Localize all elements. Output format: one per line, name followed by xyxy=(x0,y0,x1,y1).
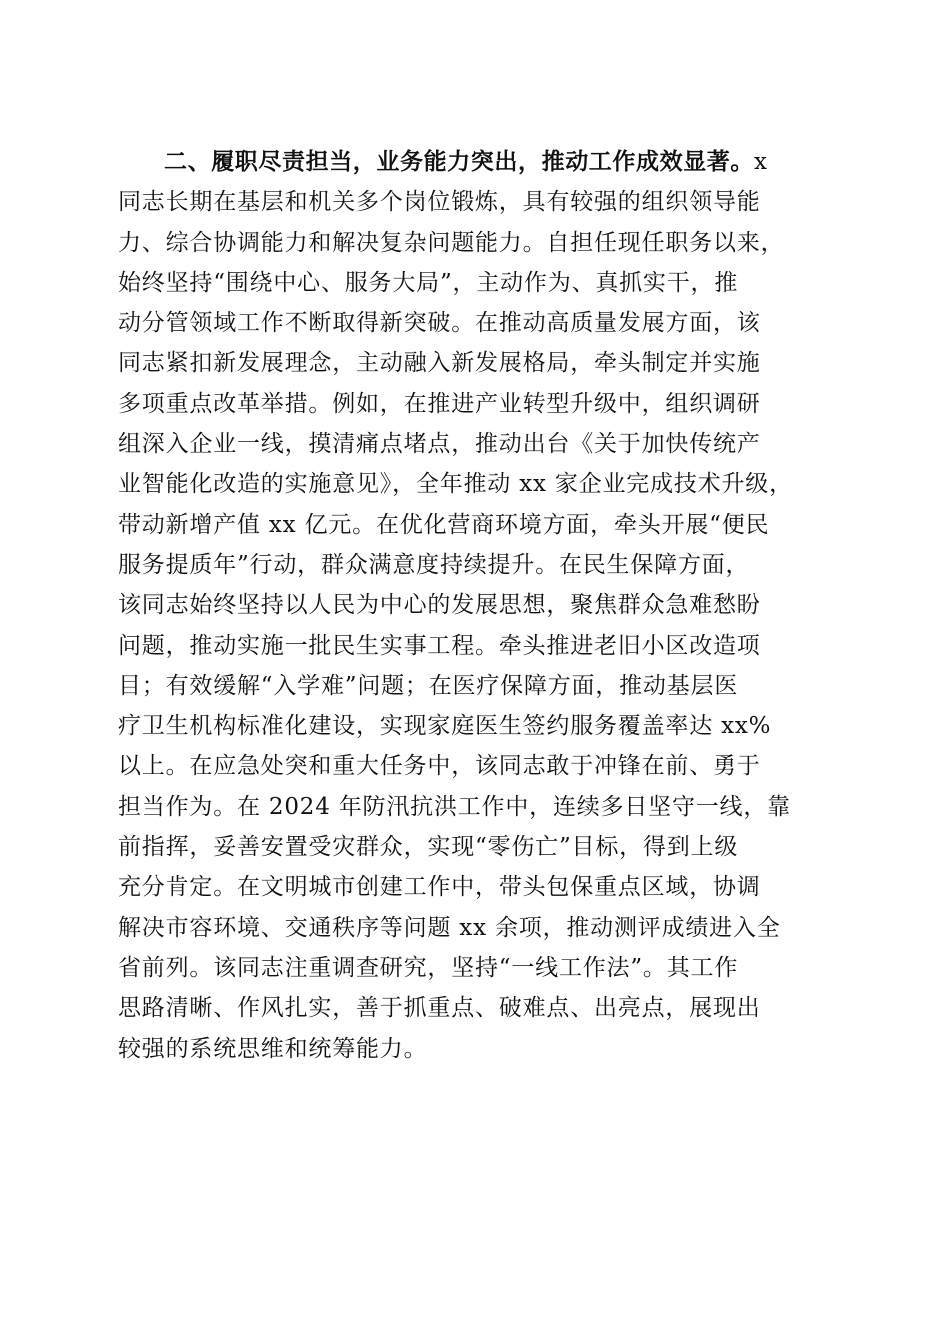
paragraph-line: 业智能化改造的实施意见》，全年推动 xx 家企业完成技术升级， xyxy=(118,471,793,498)
paragraph-line: 疗卫生机构标准化建设，实现家庭医生签约服务覆盖率达 xx% xyxy=(118,713,772,740)
paragraph-line: 服务提质年”行动，群众满意度持续提升。在民生保障方面， xyxy=(118,551,750,578)
paragraph-line: 省前列。该同志注重调查研究，坚持“一线工作法”。其工作 xyxy=(118,954,739,981)
paragraph-line: 力、综合协调能力和解决复杂问题能力。自担任现任职务以来， xyxy=(118,229,785,256)
paragraph-line: 前指挥，妥善安置受灾群众，实现“零伤亡”目标，得到上级 xyxy=(118,834,739,861)
paragraph-line: x xyxy=(754,149,768,175)
paragraph-line: 多项重点改革举措。例如，在推进产业转型升级中，组织调研 xyxy=(118,390,761,417)
paragraph-line: 解决市容环境、交通秩序等问题 xx 余项，推动测评成绩进入全 xyxy=(118,914,781,941)
paragraph-first-line xyxy=(118,142,833,182)
paragraph-line: 该同志始终坚持以人民为中心的发展思想，聚焦群众急难愁盼 xyxy=(118,592,761,619)
paragraph-line: 目；有效缓解“入学难”问题；在医疗保障方面，推动基层医 xyxy=(118,672,739,699)
section-heading: 二、履职尽责担当，业务能力突出，推动工作成效显著。 xyxy=(164,149,754,175)
paragraph-line: 充分肯定。在文明城市创建工作中，带头包保重点区域，协调 xyxy=(118,874,761,901)
paragraph-line: 带动新增产值 xx 亿元。在优化营商环境方面，牵头开展“便民 xyxy=(118,511,770,538)
paragraph-line: 组深入企业一线，摸清痛点堵点，推动出台《关于加快传统产 xyxy=(118,431,761,458)
paragraph-body xyxy=(118,142,833,1069)
paragraph-line: 思路清晰、作风扎实，善于抓重点、破难点、出亮点，展现出 xyxy=(118,995,761,1022)
paragraph-line: 担当作为。在 2024 年防汛抗洪工作中，连续多日坚守一线，靠 xyxy=(118,793,791,820)
paragraph-line: 同志长期在基层和机关多个岗位锻炼，具有较强的组织领导能 xyxy=(118,189,761,216)
paragraph-line: 较强的系统思维和统筹能力。 xyxy=(118,1035,428,1062)
paragraph-line: 动分管领域工作不断取得新突破。在推动高质量发展方面，该 xyxy=(118,310,761,337)
paragraph-line: 始终坚持“围绕中心、服务大局”，主动作为、真抓实干，推 xyxy=(118,269,739,296)
paragraph-line: 问题，推动实施一批民生实事工程。牵头推进老旧小区改造项 xyxy=(118,632,761,659)
paragraph-line: 同志紧扣新发展理念，主动融入新发展格局，牵头制定并实施 xyxy=(118,350,761,377)
paragraph-line: 以上。在应急处突和重大任务中，该同志敢于冲锋在前、勇于 xyxy=(118,753,761,780)
